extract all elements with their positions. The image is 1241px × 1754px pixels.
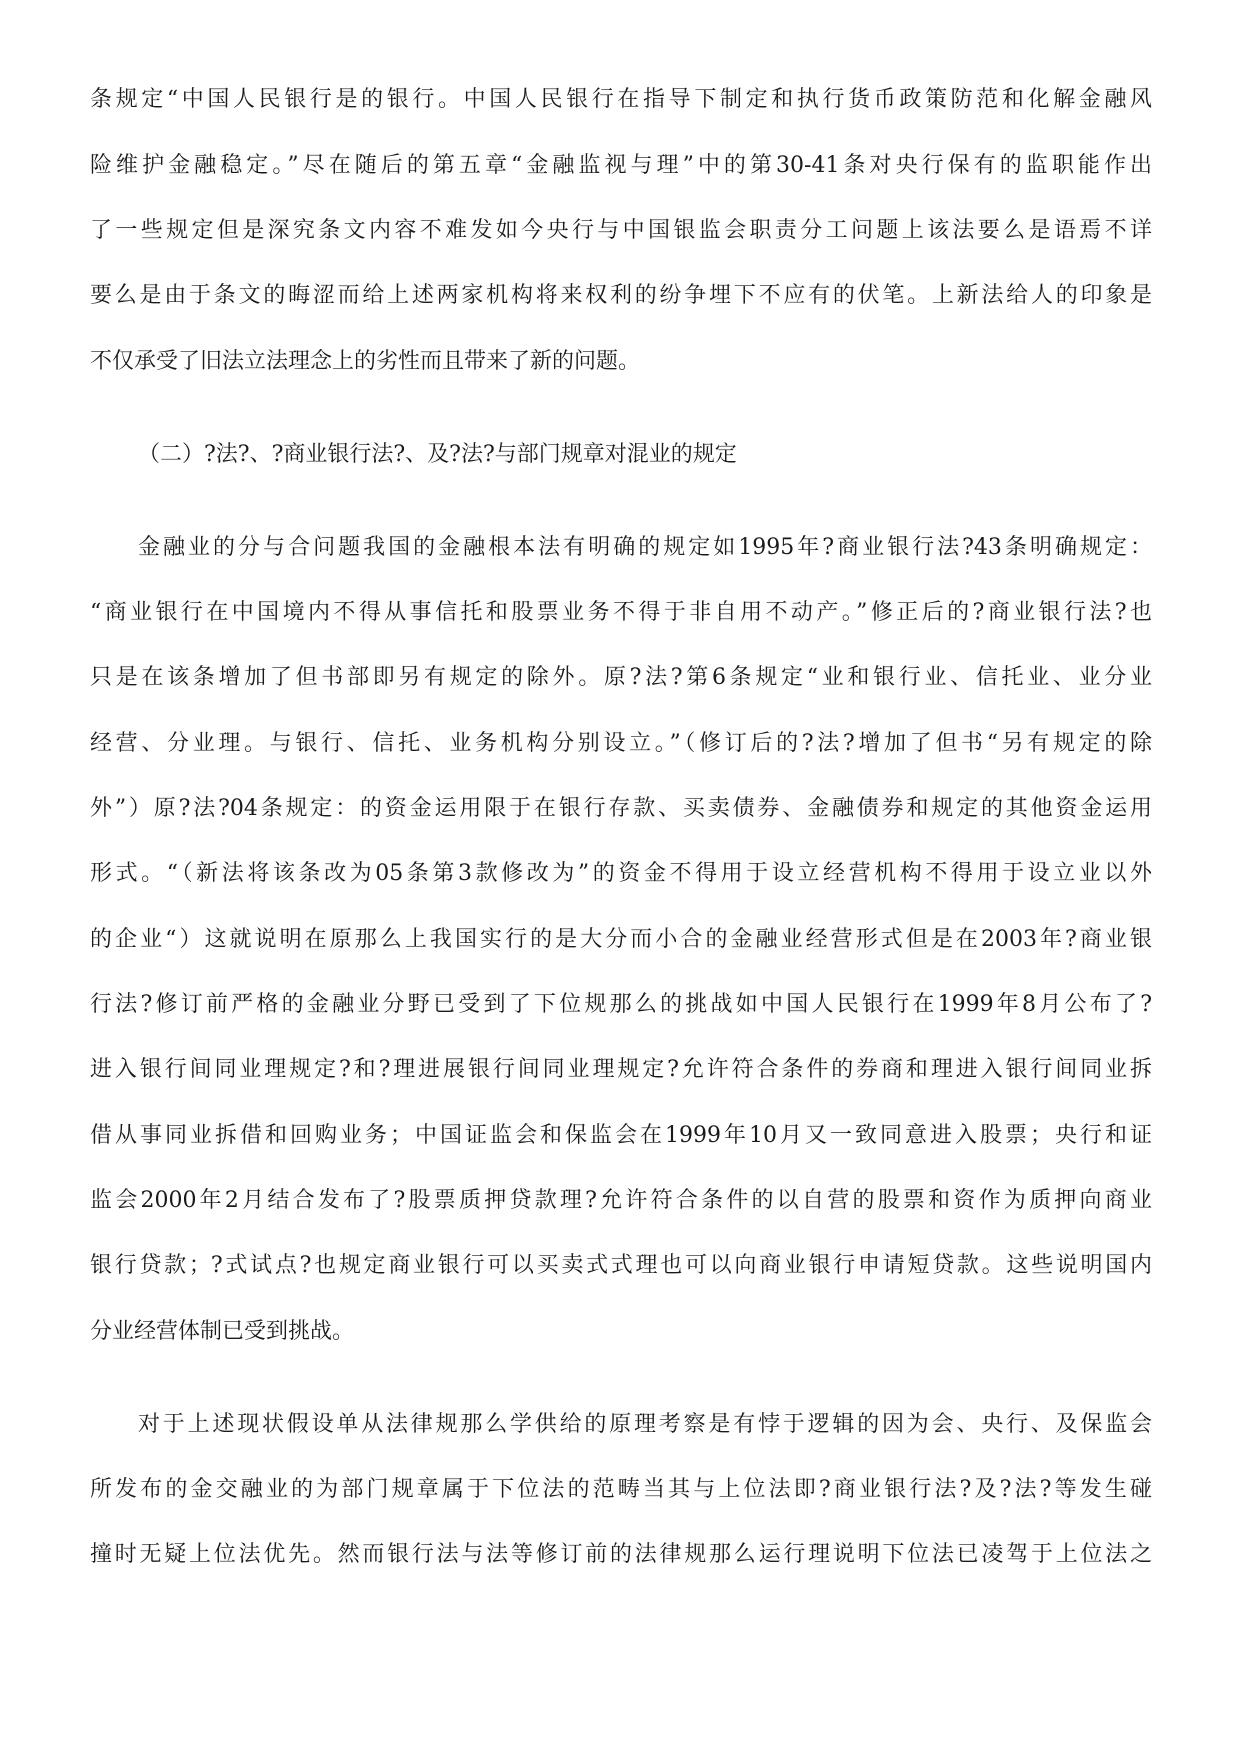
text-line: 借从事同业拆借和回购业务；中国证监会和保监会在1999年10月又一致同意进入股票；央行和证 [90,1123,1152,1148]
text-line: 的企业“）这就说明在原那么上我国实行的是大分而小合的金融业经营形式但是在2003年?商业银 [90,927,1152,952]
text-line: 条规定“中国人民银行是的银行。中国人民银行在指导下制定和执行货币政策防范和化解金融风 [90,87,1152,112]
heading-text: （二）?法?、?商业银行法?、及?法?与部门规章对混业的规定 [138,442,737,467]
text-line: 所发布的金交融业的为部门规章属于下位法的范畴当其与上位法即?商业银行法?及?法?等发生碰 [90,1477,1152,1502]
text-line: 撞时无疑上位法优先。然而银行法与法等修订前的法律规那么运行理说明下位法已凌驾于上位法之 [90,1542,1152,1567]
text-line: 监会2000年2月结合发布了?股票质押贷款理?允许符合条件的以自营的股票和资作为质押向商业 [90,1188,1152,1213]
text-line: 险维护金融稳定。”尽在随后的第五章“金融监视与理”中的第30-41条对央行保有的监职能作出 [90,153,1152,178]
text-line: 经营、分业理。与银行、信托、业务机构分别设立。”（修订后的?法?增加了但书“另有规定的除 [90,731,1152,756]
text-line: 只是在该条增加了但书部即另有规定的除外。原?法?第6条规定“业和银行业、信托业、业分业 [90,665,1152,690]
text-line: 进入银行间同业理规定?和?理进展银行间同业理规定?允许符合条件的券商和理进入银行间同业拆 [90,1057,1152,1082]
text-line: 金融业的分与合问题我国的金融根本法有明确的规定如1995年?商业银行法?43条明确规定： [138,535,1152,560]
text-line: “商业银行在中国境内不得从事信托和股票业务不得于非自用不动产。”修正后的?商业银行法?也 [90,600,1152,625]
text-line: 银行贷款；?式试点?也规定商业银行可以买卖式式理也可以向商业银行申请短贷款。这些说明国内 [90,1253,1152,1278]
text-line: 不仅承受了旧法立法理念上的劣性而且带来了新的问题。 [90,349,641,374]
text-line: 形式。“（新法将该条改为05条第3款修改为”的资金不得用于设立经营机构不得用于设立业以外 [90,861,1152,886]
text-line: 外”）原?法?04条规定：的资金运用限于在银行存款、买卖债券、金融债券和规定的其他资金运用 [90,796,1152,821]
text-line: 了一些规定但是深究条文内容不难发如今央行与中国银监会职责分工问题上该法要么是语焉不详 [90,218,1152,243]
text-line: 行法?修订前严格的金融业分野已受到了下位规那么的挑战如中国人民银行在1999年8月公布了? [90,992,1152,1017]
text-line: 分业经营体制已受到挑战。 [90,1319,355,1344]
text-line: 要么是由于条文的晦涩而给上述两家机构将来权利的纷争埋下不应有的伏笔。上新法给人的印象是 [90,283,1152,308]
text-line: 对于上述现状假设单从法律规那么学供给的原理考察是有悖于逻辑的因为会、央行、及保监会 [138,1412,1152,1437]
